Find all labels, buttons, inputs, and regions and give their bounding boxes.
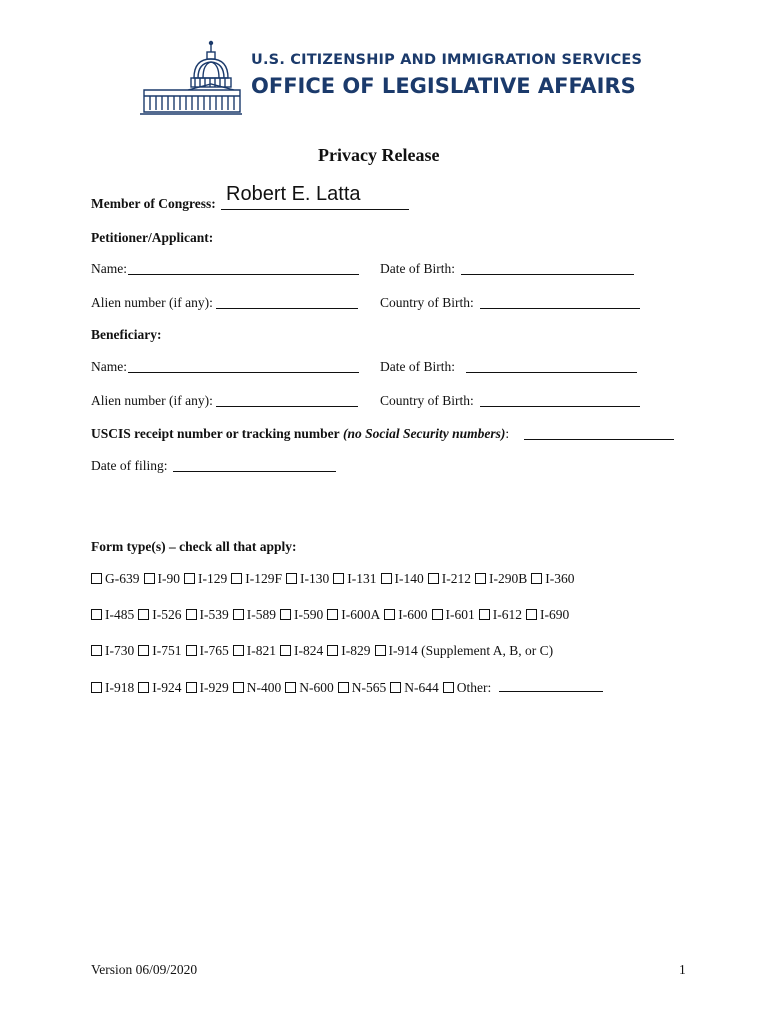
beneficiary-name-field[interactable] (128, 359, 359, 373)
petitioner-country-label: Country of Birth: (380, 295, 474, 310)
form-checkbox-item[interactable] (381, 571, 424, 587)
form-type-label: I-130 (300, 571, 330, 586)
form-checkbox-item[interactable] (327, 607, 380, 623)
form-checkbox-item[interactable] (138, 680, 181, 696)
form-checkbox-item[interactable] (327, 643, 370, 659)
petitioner-name-label: Name: (91, 261, 127, 276)
form-checkbox-item[interactable] (432, 607, 475, 623)
form-checkbox-item[interactable] (479, 607, 522, 623)
forms-row-4 (91, 679, 603, 696)
petitioner-dob-label: Date of Birth: (380, 261, 455, 276)
receipt-note: (no Social Security numbers) (343, 426, 506, 441)
form-checkbox-item[interactable] (138, 607, 181, 623)
form-type-label: I-600 (398, 607, 428, 622)
checkbox[interactable] (432, 609, 443, 620)
filing-label: Date of filing: (91, 458, 168, 473)
page-title: Privacy Release (318, 145, 440, 165)
form-checkbox-item[interactable] (186, 680, 229, 696)
checkbox[interactable] (138, 645, 149, 656)
form-checkbox-item[interactable] (333, 571, 376, 587)
form-type-label: I-929 (199, 680, 229, 695)
form-checkbox-item[interactable] (390, 680, 439, 696)
form-type-label: I-90 (157, 571, 180, 586)
form-type-label: I-765 (199, 643, 229, 658)
form-type-label: N-400 (246, 680, 282, 695)
checkbox[interactable] (186, 682, 197, 693)
checkbox[interactable] (443, 682, 454, 693)
checkbox[interactable] (390, 682, 401, 693)
checkbox[interactable] (375, 645, 386, 656)
form-checkbox-item[interactable] (443, 680, 492, 696)
petitioner-name-field[interactable] (128, 261, 359, 275)
form-type-label: I-914 (Supplement A, B, or C) (388, 643, 554, 658)
receipt-field[interactable] (524, 426, 674, 440)
form-checkbox-item[interactable] (231, 571, 282, 587)
checkbox[interactable] (186, 645, 197, 656)
form-type-label: I-590 (294, 607, 324, 622)
office-name: OFFICE OF LEGISLATIVE AFFAIRS (251, 74, 636, 98)
checkbox[interactable] (526, 609, 537, 620)
form-checkbox-item[interactable] (233, 607, 276, 623)
checkbox[interactable] (333, 573, 344, 584)
form-checkbox-item[interactable] (375, 643, 554, 659)
form-checkbox-item[interactable] (91, 680, 134, 696)
form-checkbox-item[interactable] (286, 571, 329, 587)
checkbox[interactable] (184, 573, 195, 584)
petitioner-alien-field[interactable] (216, 295, 358, 309)
checkbox[interactable] (138, 682, 149, 693)
checkbox[interactable] (138, 609, 149, 620)
petitioner-alien-label: Alien number (if any): (91, 295, 213, 310)
checkbox[interactable] (384, 609, 395, 620)
forms-heading: Form type(s) – check all that apply: (91, 539, 297, 554)
member-label: Member of Congress: (91, 196, 216, 211)
other-form-field[interactable] (499, 679, 603, 692)
forms-row-2 (91, 607, 573, 623)
form-type-label: I-539 (199, 607, 229, 622)
filing-field[interactable] (173, 458, 336, 472)
form-type-label: I-821 (246, 643, 276, 658)
form-type-label: Other: (456, 680, 492, 695)
form-type-label: I-589 (246, 607, 276, 622)
member-value[interactable]: Robert E. Latta (226, 183, 361, 205)
form-type-label: I-918 (105, 680, 135, 695)
form-checkbox-item[interactable] (138, 643, 181, 659)
forms-row-1 (91, 571, 579, 587)
form-checkbox-item[interactable] (184, 571, 227, 587)
form-type-label: I-129F (245, 571, 282, 586)
beneficiary-alien-field[interactable] (216, 393, 358, 407)
checkbox[interactable] (327, 645, 338, 656)
checkbox[interactable] (531, 573, 542, 584)
form-type-label: I-360 (545, 571, 575, 586)
checkbox[interactable] (285, 682, 296, 693)
form-checkbox-item[interactable] (186, 607, 229, 623)
checkbox[interactable] (91, 682, 102, 693)
beneficiary-dob-field[interactable] (466, 359, 637, 373)
checkbox[interactable] (280, 645, 291, 656)
receipt-label: USCIS receipt number or tracking number (91, 426, 340, 441)
form-type-label: I-612 (492, 607, 522, 622)
form-checkbox-item[interactable] (144, 571, 181, 587)
checkbox[interactable] (233, 609, 244, 620)
form-type-label: I-824 (294, 643, 324, 658)
beneficiary-alien-label: Alien number (if any): (91, 393, 213, 408)
form-type-label: I-212 (441, 571, 471, 586)
form-checkbox-item[interactable] (233, 643, 276, 659)
checkbox[interactable] (338, 682, 349, 693)
checkbox[interactable] (280, 609, 291, 620)
form-checkbox-item[interactable] (91, 607, 134, 623)
form-type-label: I-829 (341, 643, 371, 658)
checkbox[interactable] (144, 573, 155, 584)
checkbox[interactable] (286, 573, 297, 584)
form-type-label: N-600 (299, 680, 334, 695)
checkbox[interactable] (428, 573, 439, 584)
form-type-label: I-290B (489, 571, 528, 586)
beneficiary-country-field[interactable] (480, 393, 640, 407)
form-type-label: I-129 (198, 571, 228, 586)
form-type-label: I-600A (341, 607, 381, 622)
form-checkbox-item[interactable] (285, 680, 334, 696)
form-checkbox-item[interactable] (91, 571, 140, 587)
form-checkbox-item[interactable] (475, 571, 527, 587)
checkbox[interactable] (91, 573, 102, 584)
version-text: Version 06/09/2020 (91, 962, 198, 977)
form-type-label: I-131 (347, 571, 377, 586)
form-type-label: I-730 (105, 643, 135, 658)
form-checkbox-item[interactable] (280, 607, 323, 623)
checkbox[interactable] (186, 609, 197, 620)
form-type-label: I-485 (105, 607, 135, 622)
form-checkbox-item[interactable] (186, 643, 229, 659)
form-type-label: I-690 (540, 607, 570, 622)
beneficiary-name-label: Name: (91, 359, 127, 374)
forms-row-3 (91, 643, 557, 659)
checkbox[interactable] (233, 645, 244, 656)
checkbox[interactable] (327, 609, 338, 620)
checkbox[interactable] (91, 609, 102, 620)
checkbox[interactable] (475, 573, 486, 584)
beneficiary-heading: Beneficiary: (91, 327, 162, 342)
form-type-label: I-526 (152, 607, 182, 622)
form-type-label: N-565 (351, 680, 387, 695)
page-number: 1 (679, 962, 686, 977)
petitioner-dob-field[interactable] (461, 261, 634, 275)
form-type-label: I-140 (394, 571, 424, 586)
form-checkbox-item[interactable] (526, 607, 569, 623)
form-checkbox-item[interactable] (280, 643, 323, 659)
checkbox[interactable] (479, 609, 490, 620)
form-checkbox-item[interactable] (428, 571, 471, 587)
form-type-label: I-751 (152, 643, 182, 658)
form-checkbox-item[interactable] (233, 680, 282, 696)
form-checkbox-item[interactable] (338, 680, 387, 696)
receipt-colon: : (505, 426, 510, 441)
agency-name: U.S. CITIZENSHIP AND IMMIGRATION SERVICES (251, 52, 643, 68)
checkbox[interactable] (233, 682, 244, 693)
petitioner-country-field[interactable] (480, 295, 640, 309)
form-checkbox-item[interactable] (91, 643, 134, 659)
checkbox[interactable] (231, 573, 242, 584)
form-type-label: N-644 (404, 680, 439, 695)
form-type-label: I-924 (152, 680, 182, 695)
petitioner-heading: Petitioner/Applicant: (91, 230, 214, 245)
beneficiary-country-label: Country of Birth: (380, 393, 474, 408)
form-type-label: I-601 (445, 607, 475, 622)
form-checkbox-item[interactable] (384, 607, 427, 623)
agency-logo (140, 40, 242, 121)
beneficiary-dob-label: Date of Birth: (380, 359, 455, 374)
receipt-line (91, 426, 509, 442)
form-type-label: G-639 (105, 571, 140, 586)
checkbox[interactable] (381, 573, 392, 584)
capitol-dome-icon (140, 40, 242, 116)
checkbox[interactable] (91, 645, 102, 656)
form-checkbox-item[interactable] (531, 571, 574, 587)
